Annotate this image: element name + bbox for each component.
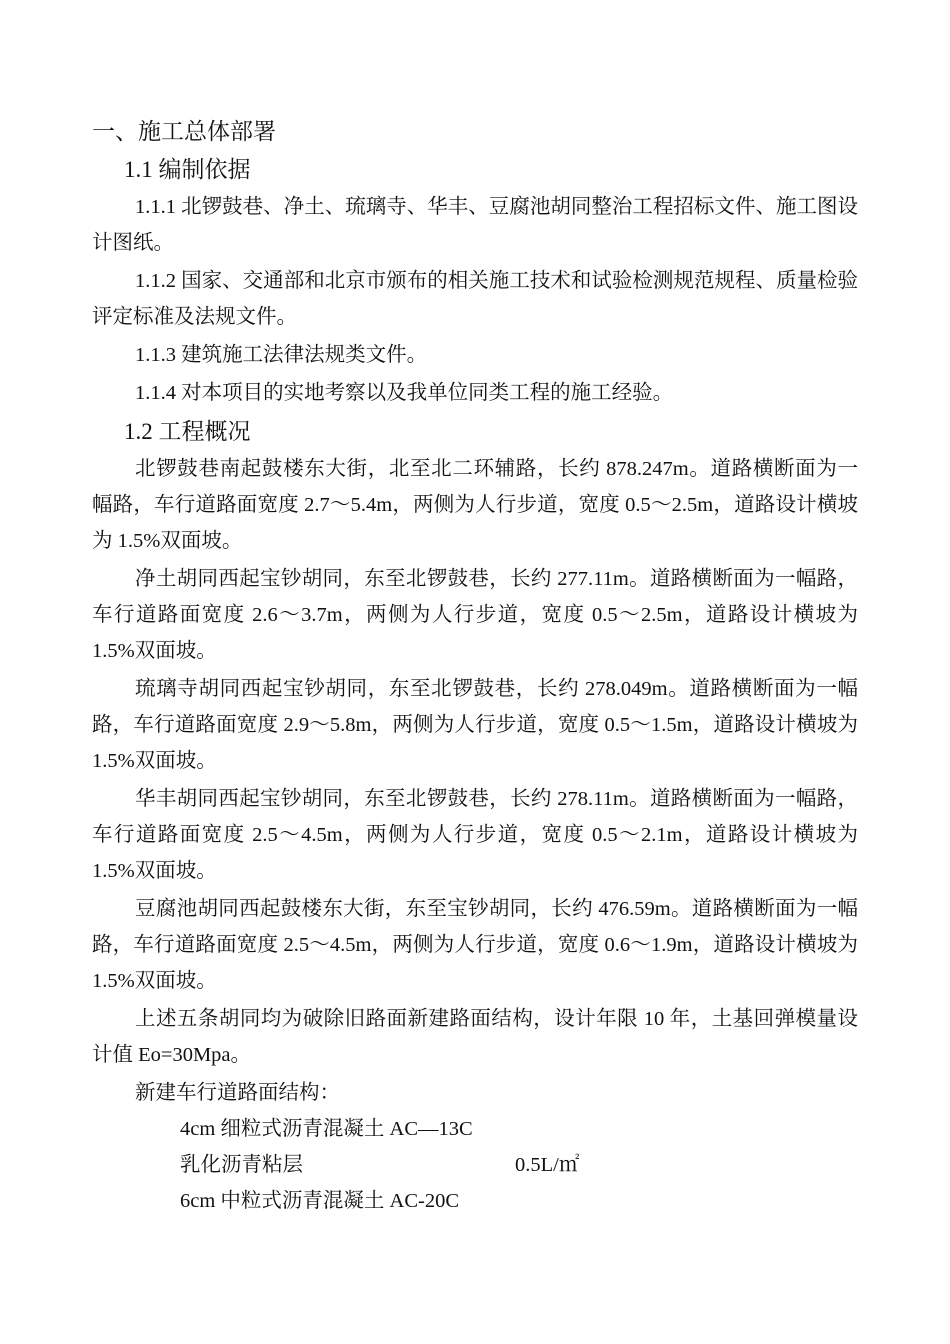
overview-paragraph: 琉璃寺胡同西起宝钞胡同，东至北锣鼓巷，长约 278.049m。道路横断面为一幅路，车行道路面宽度 2.9～5.8m，两侧为人行步道，宽度 0.5～1.5m，道路设计横坡为 1.5%双面坡。 [92,678,858,772]
overview-paragraph: 净土胡同西起宝钞胡同，东至北锣鼓巷，长约 277.11m。道路横断面为一幅路，车行道路面宽度 2.6～3.7m，两侧为人行步道，宽度 0.5～2.5m，道路设计横坡为 1.5%双面坡。 [92,568,858,662]
overview-paragraph: 豆腐池胡同西起鼓楼东大街，东至宝钞胡同，长约 476.59m。道路横断面为一幅路，车行道路面宽度 2.5～4.5m，两侧为人行步道，宽度 0.6～1.9m，道路设计横坡为 1.5%双面坡。 [92,898,858,992]
basis-item: 1.1.2 国家、交通部和北京市颁布的相关施工技术和试验检测规范规程、质量检验评定标准及法规文件。 [92,270,858,328]
basis-item: 1.1.1 北锣鼓巷、净土、琉璃寺、华丰、豆腐池胡同整治工程招标文件、施工图设计图纸。 [92,196,858,254]
basis-item: 1.1.4 对本项目的实地考察以及我单位同类工程的施工经验。 [135,382,674,404]
structure-title: 新建车行道路面结构： [135,1082,340,1104]
structure-item [92,1147,858,1183]
overview-paragraph: 上述五条胡同均为破除旧路面新建路面结构，设计年限 10 年，土基回弹模量设计值 Eo=30Mpa。 [92,1008,858,1066]
basis-item: 1.1.3 建筑施工法律法规类文件。 [135,344,428,366]
structure-item [92,1111,858,1147]
subsection-title-basis: 1.1 编制依据 [124,157,251,182]
structure-item-value: 0.5L/㎡ [515,1154,580,1176]
structure-item-name: 4cm 细粒式沥青混凝土 AC—13C [180,1118,473,1140]
structure-item-name: 6cm 中粒式沥青混凝土 AC-20C [180,1190,460,1212]
structure-item-name: 乳化沥青粘层 [180,1154,303,1176]
section-title: 一、施工总体部署 [92,119,276,144]
overview-paragraph: 华丰胡同西起宝钞胡同，东至北锣鼓巷，长约 278.11m。道路横断面为一幅路，车行道路面宽度 2.5～4.5m，两侧为人行步道，宽度 0.5～2.1m，道路设计横坡为 1.5%双面坡。 [92,788,858,882]
subsection-title-overview: 1.2 工程概况 [124,419,251,444]
structure-item [92,1183,858,1219]
overview-paragraph: 北锣鼓巷南起鼓楼东大街，北至北二环辅路，长约 878.247m。道路横断面为一幅路，车行道路面宽度 2.7～5.4m，两侧为人行步道，宽度 0.5～2.5m，道路设计横坡为 1.5%双面坡。 [92,458,858,552]
